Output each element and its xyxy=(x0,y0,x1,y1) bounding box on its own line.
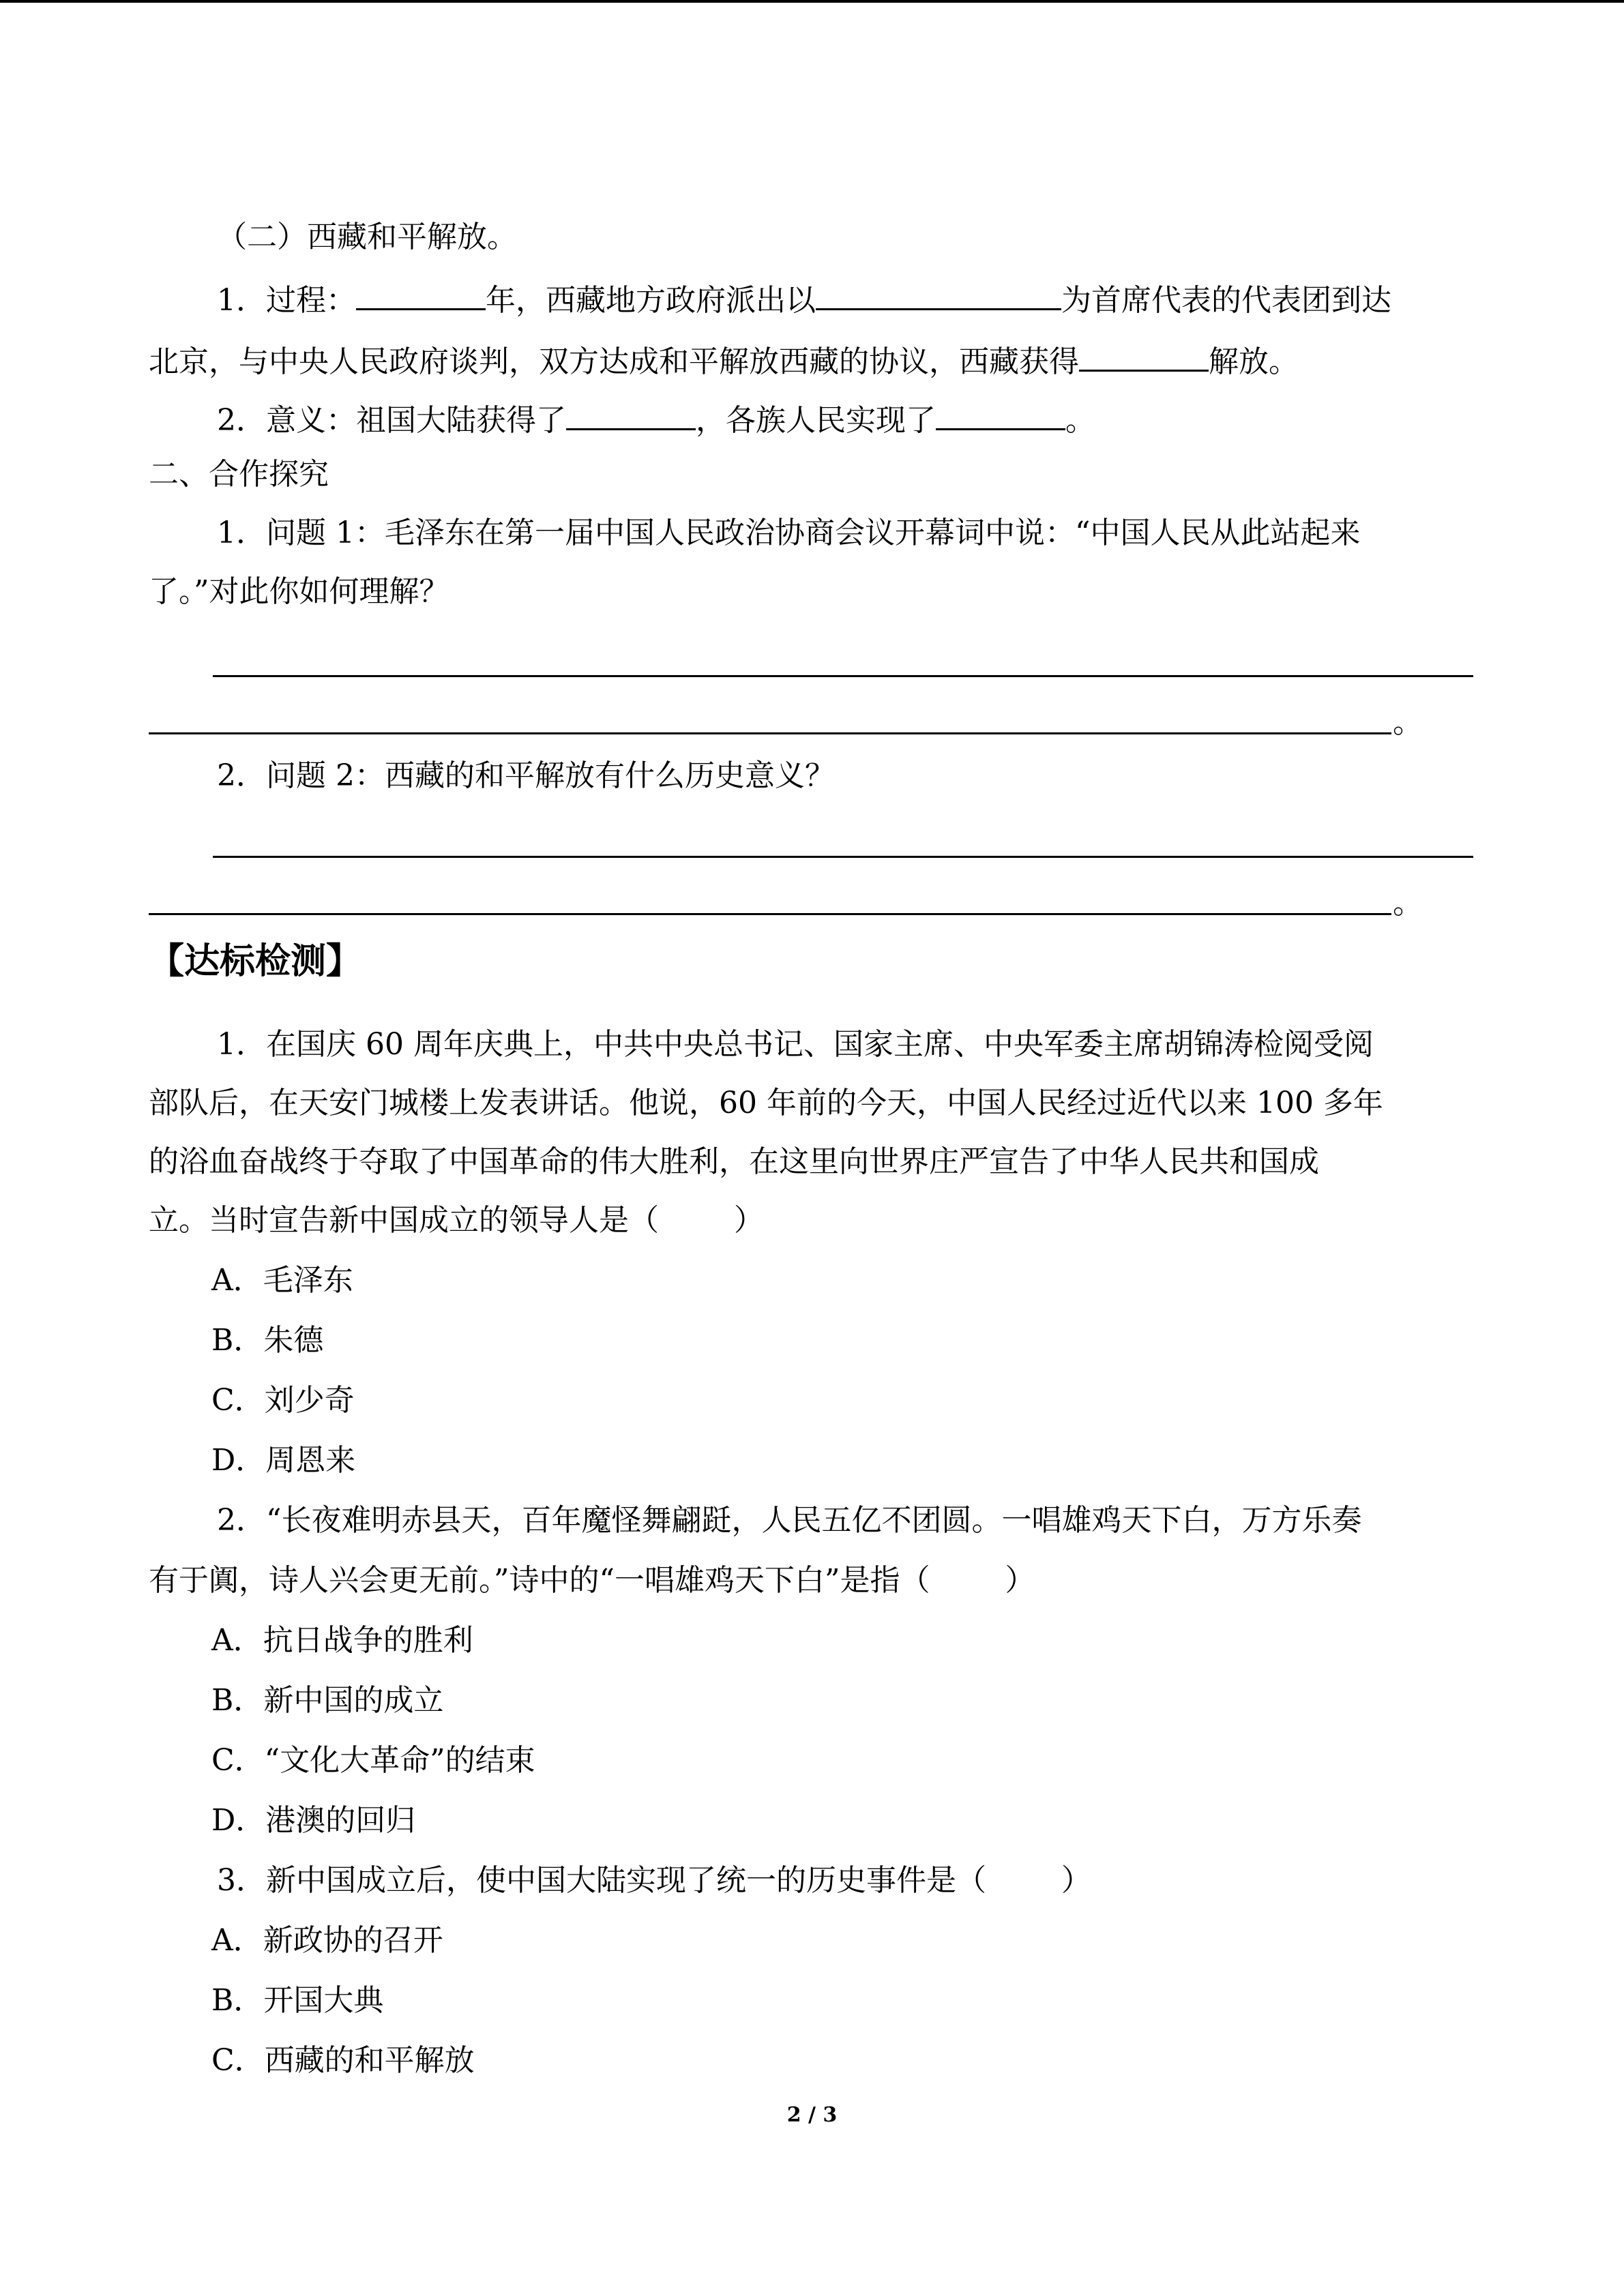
answer-end-period: 。 xyxy=(1393,705,1423,740)
answer-line-1b[interactable] xyxy=(149,732,1391,734)
text-segment: 为首席代表的代表团到达 xyxy=(1061,283,1391,318)
test-q1-line3: 的浴血奋战终于夺取了中国革命的伟大胜利，在这里向世界庄严宣告了中华人民共和国成 xyxy=(149,1144,1319,1179)
text-segment: 年，西藏地方政府派出以 xyxy=(486,283,816,318)
answer-end-period: 。 xyxy=(1393,886,1423,921)
blank-unification[interactable] xyxy=(566,396,696,430)
fill-item-process xyxy=(217,275,1391,321)
option-b: B．新中国的成立 xyxy=(211,1683,444,1718)
text-segment: ） xyxy=(1005,1563,1035,1598)
option-a: A．抗日战争的胜利 xyxy=(211,1623,473,1658)
option-c: C．西藏的和平解放 xyxy=(211,2043,475,2078)
answer-line-2b[interactable] xyxy=(149,913,1391,915)
text-segment: 北京，与中央人民政府谈判，双方达成和平解放西藏的协议，西藏获得 xyxy=(149,344,1079,379)
text-segment: 立。当时宣告新中国成立的领导人是（ xyxy=(149,1203,659,1238)
text-segment: ，各族人民实现了 xyxy=(696,403,936,438)
test-q1-line4 xyxy=(149,1200,764,1241)
option-c: C．“文化大革命”的结束 xyxy=(211,1743,535,1778)
test-q1-line2: 部队后，在天安门城楼上发表讲话。他说，60 年前的今天，中国人民经过近代以来 100 多年 xyxy=(149,1086,1383,1120)
option-b: B．朱德 xyxy=(211,1323,324,1358)
text-segment: ） xyxy=(734,1203,764,1238)
question-2: 2．问题 2：西藏的和平解放有什么历史意义？ xyxy=(217,758,835,793)
option-d: D．周恩来 xyxy=(211,1443,356,1478)
fill-item-significance xyxy=(217,396,1095,441)
option-c: C．刘少奇 xyxy=(211,1383,355,1418)
text-segment: 3．新中国成立后，使中国大陆实现了统一的历史事件是（ xyxy=(217,1863,986,1898)
text-segment: 2．意义：祖国大陆获得了 xyxy=(217,403,566,438)
answer-line-1a[interactable] xyxy=(213,675,1473,677)
question-1-line2: 了。”对此你如何理解？ xyxy=(149,574,449,609)
text-segment: 解放。 xyxy=(1209,344,1299,379)
page-number: 2 / 3 xyxy=(786,2103,838,2127)
test-q1-line1: 1．在国庆 60 周年庆典上，中共中央总书记、国家主席、中央军委主席胡锦涛检阅受阅 xyxy=(217,1027,1374,1062)
text-segment: 1．过程： xyxy=(217,283,356,318)
test-q2-line1: 2．“长夜难明赤县天，百年魔怪舞翩跹，人民五亿不团圆。一唱雄鸡天下白，万方乐奏 xyxy=(217,1503,1362,1538)
blank-liberation[interactable] xyxy=(1079,337,1209,372)
blank-year[interactable] xyxy=(356,275,486,310)
answer-line-2a[interactable] xyxy=(213,856,1473,858)
text-segment: 有于阗，诗人兴会更无前。”诗中的“一唱雄鸡天下白”是指（ xyxy=(149,1563,930,1598)
top-border xyxy=(0,0,1624,3)
blank-representative[interactable] xyxy=(816,275,1061,310)
option-a: A．毛泽东 xyxy=(211,1263,353,1298)
text-segment: 。 xyxy=(1065,403,1095,438)
option-a: A．新政协的召开 xyxy=(211,1923,443,1958)
question-1-line1: 1．问题 1：毛泽东在第一届中国人民政治协商会议开幕词中说：“中国人民从此站起来 xyxy=(217,516,1361,550)
section-title-test: 【达标检测】 xyxy=(149,941,362,982)
test-q3 xyxy=(217,1860,1091,1901)
blank-unity[interactable] xyxy=(936,396,1065,430)
test-q2-line2 xyxy=(149,1560,1035,1601)
section-title-cooperate: 二、合作探究 xyxy=(149,457,329,492)
fill-item-process-cont xyxy=(149,337,1299,383)
option-b: B．开国大典 xyxy=(211,1983,384,2018)
option-d: D．港澳的回归 xyxy=(211,1803,416,1838)
text-segment: ） xyxy=(1061,1863,1091,1898)
section-title-tibet: （二）西藏和平解放。 xyxy=(217,220,517,254)
